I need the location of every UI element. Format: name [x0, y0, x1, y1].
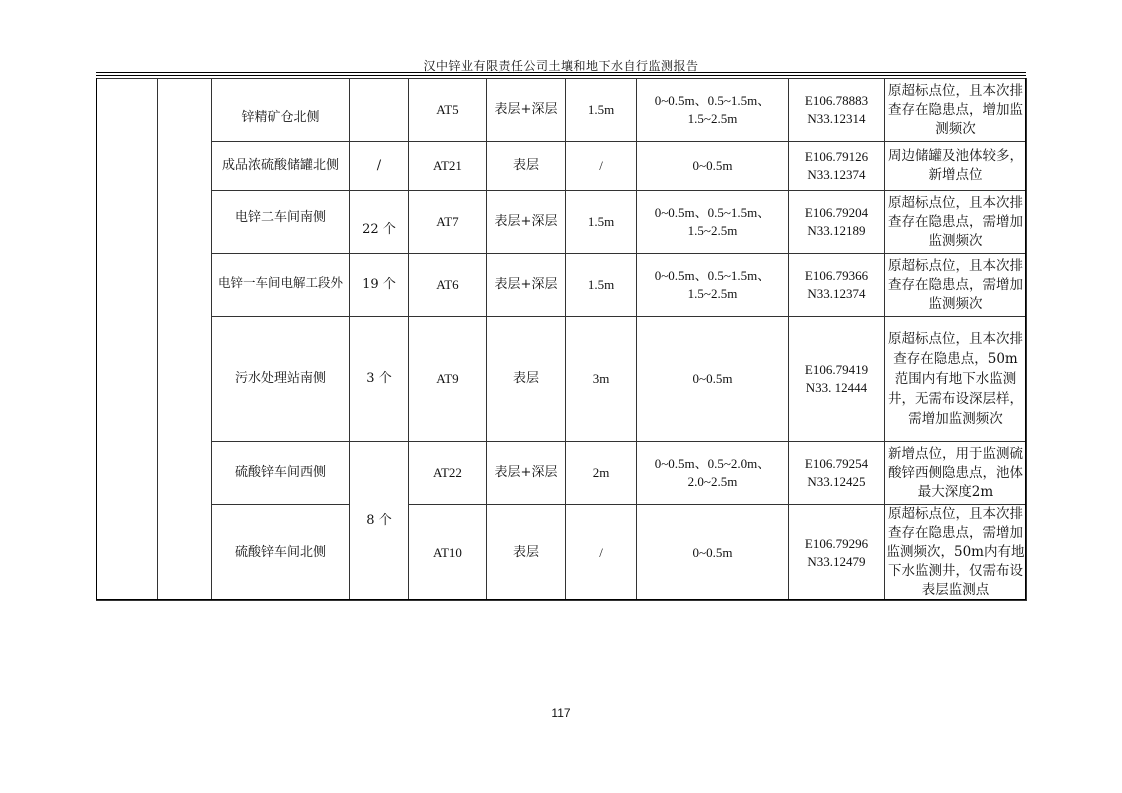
location-cell: 硫酸锌车间北侧: [212, 505, 350, 601]
merged-subcategory-cell: [158, 79, 212, 601]
sample-depth-cell: 0~0.5m、0.5~2.0m、2.0~2.5m: [637, 442, 789, 505]
coordinate-cell: E106.78883 N33.12314: [789, 79, 885, 142]
layer-cell: 表层+深层: [487, 442, 566, 505]
coordinate-cell: E106.79296 N33.12479: [789, 505, 885, 601]
location-cell: 电锌二车间南侧: [212, 191, 350, 254]
merged-category-cell: [97, 79, 158, 601]
table-right-border: [1025, 78, 1026, 600]
sample-depth-cell: 0~0.5m: [637, 505, 789, 601]
sample-depth-cell: 0~0.5m: [637, 142, 789, 191]
layer-cell: 表层+深层: [487, 79, 566, 142]
count-cell: /: [350, 142, 409, 191]
table-row: [97, 142, 1027, 191]
coordinate-cell: E106.79419 N33. 12444: [789, 317, 885, 442]
depth-cell: /: [566, 505, 637, 601]
layer-cell: 表层: [487, 317, 566, 442]
layer-cell: 表层+深层: [487, 191, 566, 254]
sample-depth-cell: 0~0.5m、0.5~1.5m、1.5~2.5m: [637, 191, 789, 254]
point-id-cell: AT9: [409, 317, 487, 442]
count-cell: 3 个: [350, 317, 409, 442]
table-row: [97, 505, 1027, 601]
layer-cell: 表层+深层: [487, 254, 566, 317]
note-cell: 原超标点位，且本次排查存在隐患点，需增加监测频次，50m内有地下水监测井，仅需布设表层监测点: [885, 505, 1027, 601]
sample-depth-cell: 0~0.5m、0.5~1.5m、1.5~2.5m: [637, 79, 789, 142]
count-cell: 22 个: [350, 191, 409, 254]
table-row: [97, 254, 1027, 317]
location-cell: 污水处理站南侧: [212, 317, 350, 442]
table-row: [97, 79, 1027, 142]
table-bottom-border: [96, 599, 1026, 600]
depth-cell: 1.5m: [566, 79, 637, 142]
table-row: [97, 191, 1027, 254]
note-cell: 周边储罐及池体较多，新增点位: [885, 142, 1027, 191]
layer-cell: 表层: [487, 142, 566, 191]
location-cell: 成品浓硫酸储罐北侧: [212, 142, 350, 191]
coordinate-cell: E106.79126 N33.12374: [789, 142, 885, 191]
monitoring-table: [96, 78, 1027, 601]
depth-cell: 3m: [566, 317, 637, 442]
count-cell: 19 个: [350, 254, 409, 317]
location-cell: 电锌一车间电解工段外: [212, 254, 350, 317]
depth-cell: /: [566, 142, 637, 191]
point-id-cell: AT22: [409, 442, 487, 505]
note-cell: 原超标点位，且本次排查存在隐患点，需增加监测频次: [885, 254, 1027, 317]
coordinate-cell: E106.79204 N33.12189: [789, 191, 885, 254]
note-cell: 原超标点位，且本次排查存在隐患点，增加监测频次: [885, 79, 1027, 142]
depth-cell: 1.5m: [566, 191, 637, 254]
coordinate-cell: E106.79366 N33.12374: [789, 254, 885, 317]
sample-depth-cell: 0~0.5m、0.5~1.5m、1.5~2.5m: [637, 254, 789, 317]
note-cell: 新增点位，用于监测硫酸锌西侧隐患点，池体最大深度2m: [885, 442, 1027, 505]
table-row: [97, 442, 1027, 505]
depth-cell: 2m: [566, 442, 637, 505]
point-id-cell: AT7: [409, 191, 487, 254]
point-id-cell: AT5: [409, 79, 487, 142]
table-left-border: [96, 78, 97, 600]
point-id-cell: AT6: [409, 254, 487, 317]
point-id-cell: AT10: [409, 505, 487, 601]
location-cell: 硫酸锌车间西侧: [212, 442, 350, 505]
table-row: [97, 317, 1027, 442]
sample-depth-cell: 0~0.5m: [637, 317, 789, 442]
count-cell: [350, 79, 409, 142]
location-cell: 锌精矿仓北侧: [212, 79, 350, 142]
point-id-cell: AT21: [409, 142, 487, 191]
layer-cell: 表层: [487, 505, 566, 601]
note-cell: 原超标点位，且本次排查存在隐患点，需增加监测频次: [885, 191, 1027, 254]
note-cell: 原超标点位，且本次排查存在隐患点，50m 范围内有地下水监测井，无需布设深层样，需增加监测频次: [885, 317, 1027, 442]
count-cell: 8 个: [350, 442, 409, 601]
header-rule: [96, 72, 1026, 73]
header-rule-thin: [96, 75, 1026, 76]
depth-cell: 1.5m: [566, 254, 637, 317]
page-number: 117: [551, 706, 571, 720]
page-header-title: 汉中锌业有限责任公司土壤和地下水自行监测报告: [423, 59, 699, 73]
coordinate-cell: E106.79254 N33.12425: [789, 442, 885, 505]
